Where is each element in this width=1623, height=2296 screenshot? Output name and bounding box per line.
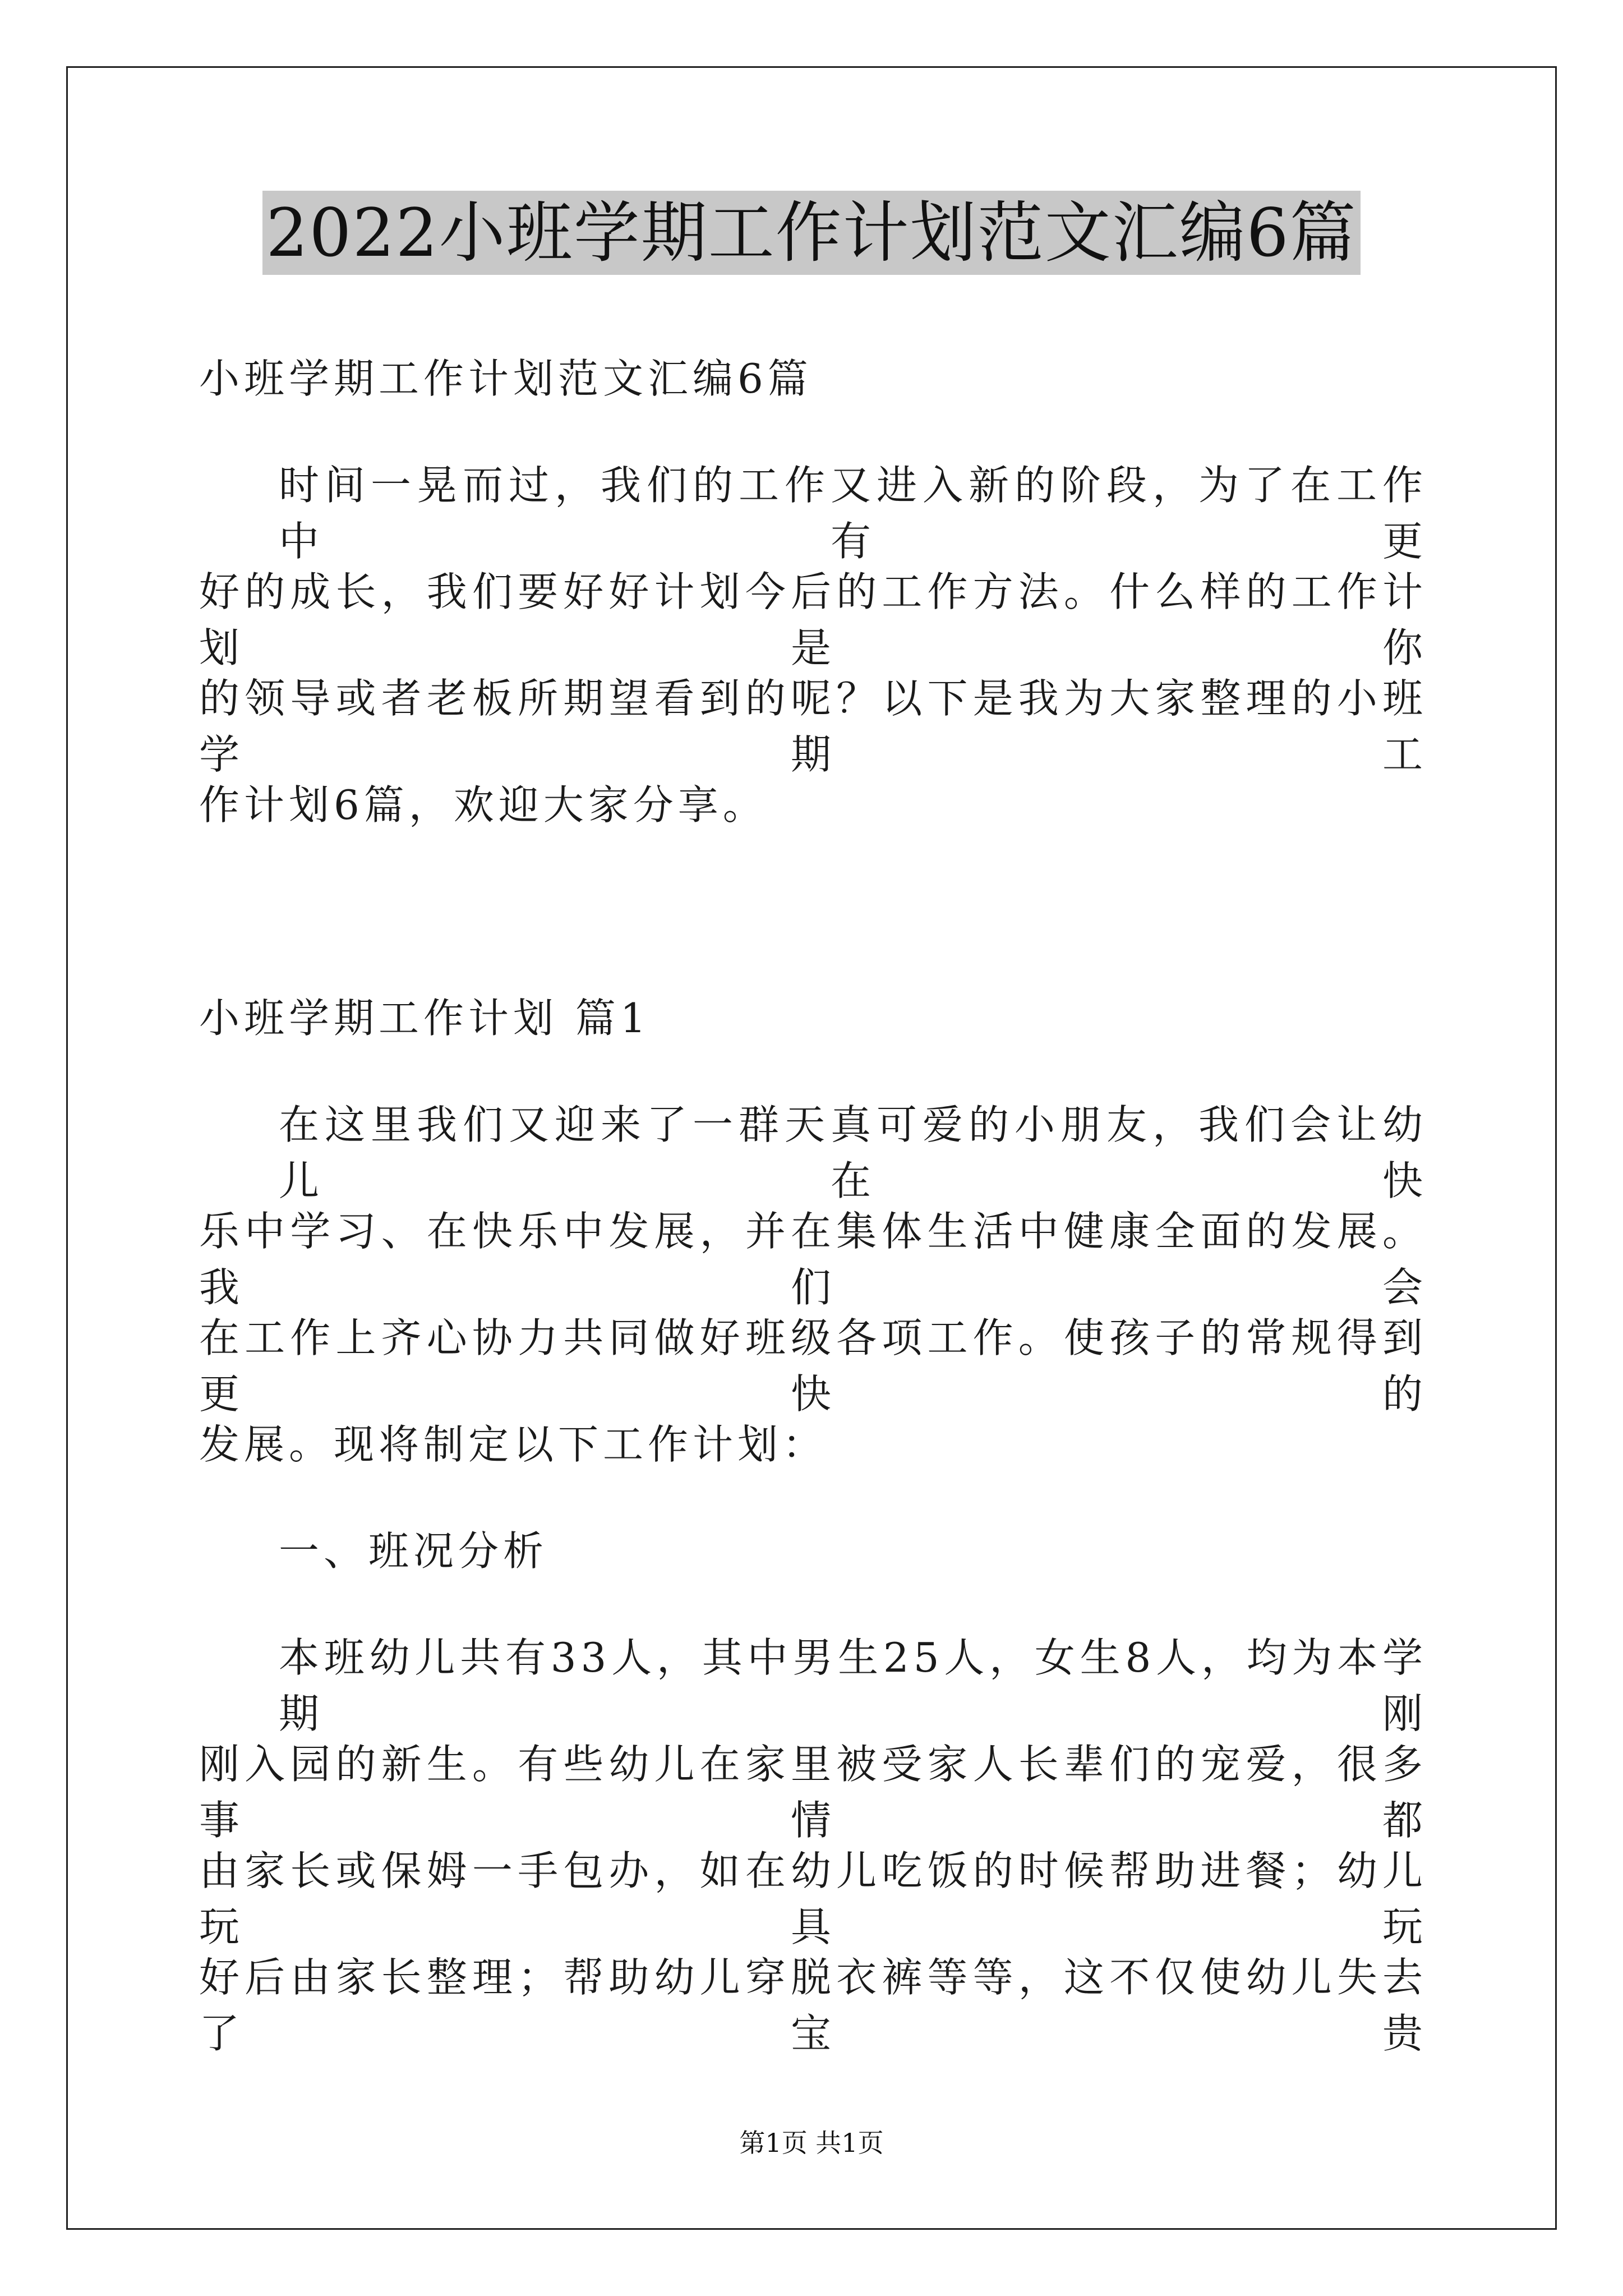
section-heading: 小班学期工作计划 篇1 bbox=[199, 995, 651, 1042]
para2-line-4: 好后由家长整理；帮助幼儿穿脱衣裤等等，这不仅使幼儿失去了宝贵 bbox=[199, 1954, 1427, 2057]
para2-line-3: 由家长或保姆一手包办，如在幼儿吃饭的时候帮助进餐；幼儿玩具玩 bbox=[199, 1847, 1427, 1950]
intro-line-1: 时间一晃而过，我们的工作又进入新的阶段，为了在工作中有更 bbox=[279, 462, 1427, 565]
para1-line-3: 在工作上齐心协力共同做好班级各项工作。使孩子的常规得到更快的 bbox=[199, 1314, 1427, 1418]
para2-line-2: 刚入园的新生。有些幼儿在家里被受家人长辈们的宠爱，很多事情都 bbox=[199, 1741, 1427, 1844]
subtitle: 小班学期工作计划范文汇编6篇 bbox=[199, 355, 813, 402]
para1-line-1: 在这里我们又迎来了一群天真可爱的小朋友，我们会让幼儿在快 bbox=[279, 1101, 1427, 1204]
para2-line-1: 本班幼儿共有33人，其中男生25人，女生8人，均为本学期刚 bbox=[279, 1634, 1427, 1737]
intro-line-2: 好的成长，我们要好好计划今后的工作方法。什么样的工作计划是你 bbox=[199, 568, 1427, 671]
intro-line-3: 的领导或者老板所期望看到的呢？以下是我为大家整理的小班学期工 bbox=[199, 675, 1427, 778]
page-footer: 第1页 共1页 bbox=[739, 2128, 884, 2158]
intro-line-4: 作计划6篇，欢迎大家分享。 bbox=[199, 781, 768, 829]
para1-line-2: 乐中学习、在快乐中发展，并在集体生活中健康全面的发展。 我们会 bbox=[199, 1208, 1427, 1311]
document-title: 2022小班学期工作计划范文汇编6篇 bbox=[262, 191, 1360, 275]
title-block bbox=[0, 191, 1623, 275]
para1-line-4: 发展。现将制定以下工作计划： bbox=[199, 1421, 828, 1468]
sub-heading: 一、班况分析 bbox=[279, 1527, 548, 1575]
